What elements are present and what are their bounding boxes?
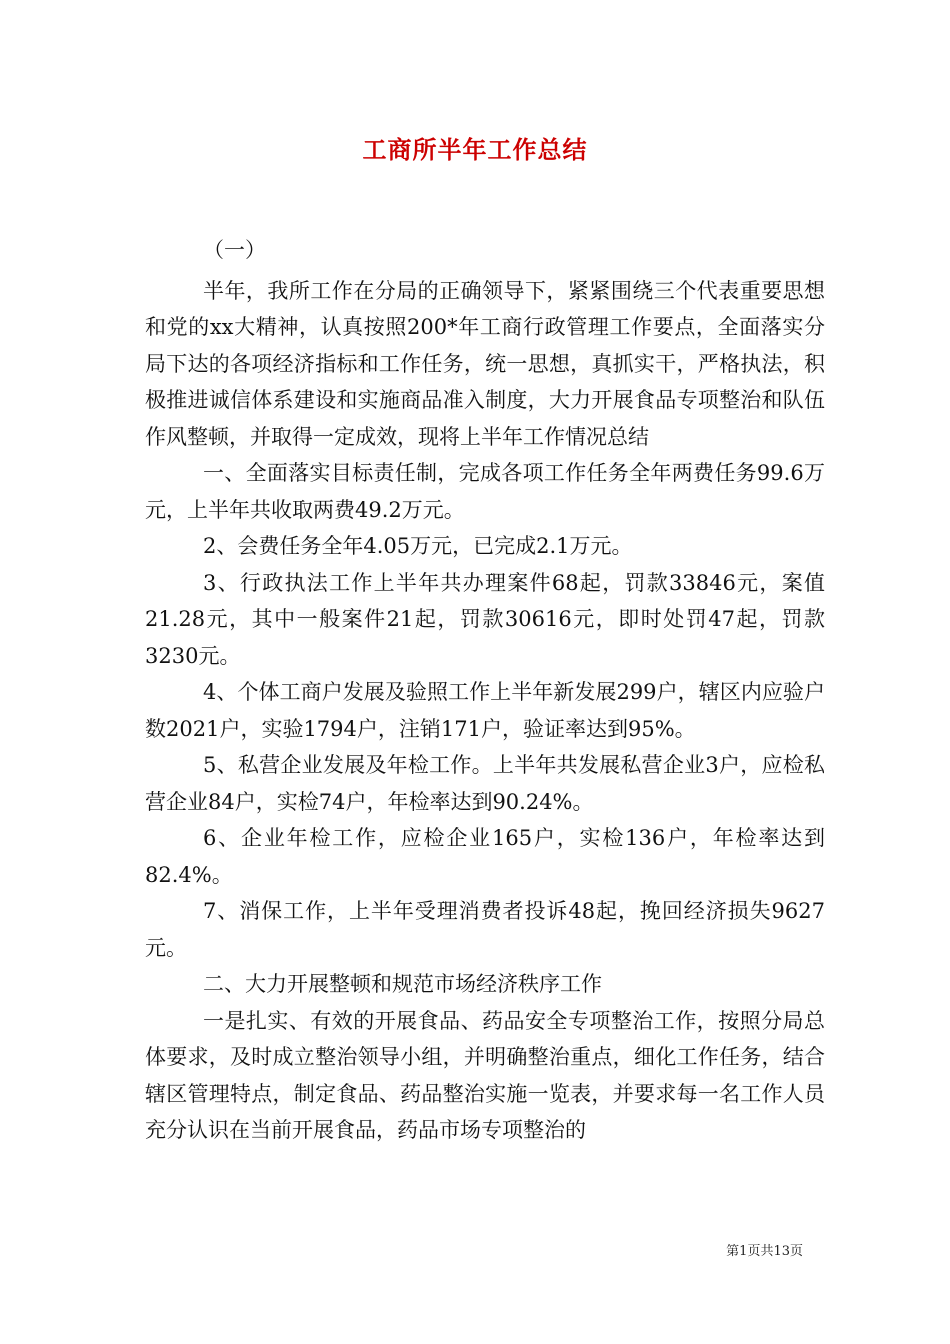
paragraph-intro: 半年，我所工作在分局的正确领导下，紧紧围绕三个代表重要思想和党的xx大精神，认真按照200*年工商行政管理工作要点，全面落实分局下达的各项经济指标和工作任务，统一思想，真抓实干，严格执法，积极推进诚信体系建设和实施商品准入制度，大力开展食品专项整治和队伍作风整顿，并取得一定成效，现将上半年工作情况总结 <box>145 278 825 449</box>
section-heading-2: 二、大力开展整顿和规范市场经济秩序工作 <box>203 972 602 996</box>
paragraph-item-3: 3、行政执法工作上半年共办理案件68起，罚款33846元，案值21.28元，其中一般案件21起，罚款30616元，即时处罚47起，罚款3230元。 <box>145 570 825 668</box>
paragraph-item-2: 2、会费任务全年4.05万元，已完成2.1万元。 <box>203 534 633 558</box>
paragraph-item-6: 6、企业年检工作，应检企业165户，实检136户，年检率达到82.4%。 <box>145 826 825 887</box>
page-number: 第1页共13页 <box>726 1244 803 1259</box>
paragraph-item-4: 4、个体工商户发展及验照工作上半年新发展299户，辖区内应验户数2021户，实验1794户，注销171户，验证率达到95%。 <box>145 680 825 741</box>
paragraph-item-1: 一、全面落实目标责任制，完成各项工作任务全年两费任务99.6万元，上半年共收取两费49.2万元。 <box>145 461 825 522</box>
section-marker: （一） <box>203 238 266 262</box>
document-body <box>145 232 825 1149</box>
paragraph-item-7: 7、消保工作，上半年受理消费者投诉48起，挽回经济损失9627元。 <box>145 899 825 960</box>
document-title: 工商所半年工作总结 <box>362 135 588 164</box>
paragraph-item-5: 5、私营企业发展及年检工作。上半年共发展私营企业3户，应检私营企业84户，实检74户，年检率达到90.24%。 <box>145 753 825 814</box>
paragraph-section-2-body: 一是扎实、有效的开展食品、药品安全专项整治工作，按照分局总体要求，及时成立整治领导小组，并明确整治重点，细化工作任务，结合辖区管理特点，制定食品、药品整治实施一览表，并要求每一名工作人员充分认识在当前开展食品，药品市场专项整治的 <box>145 1008 825 1142</box>
